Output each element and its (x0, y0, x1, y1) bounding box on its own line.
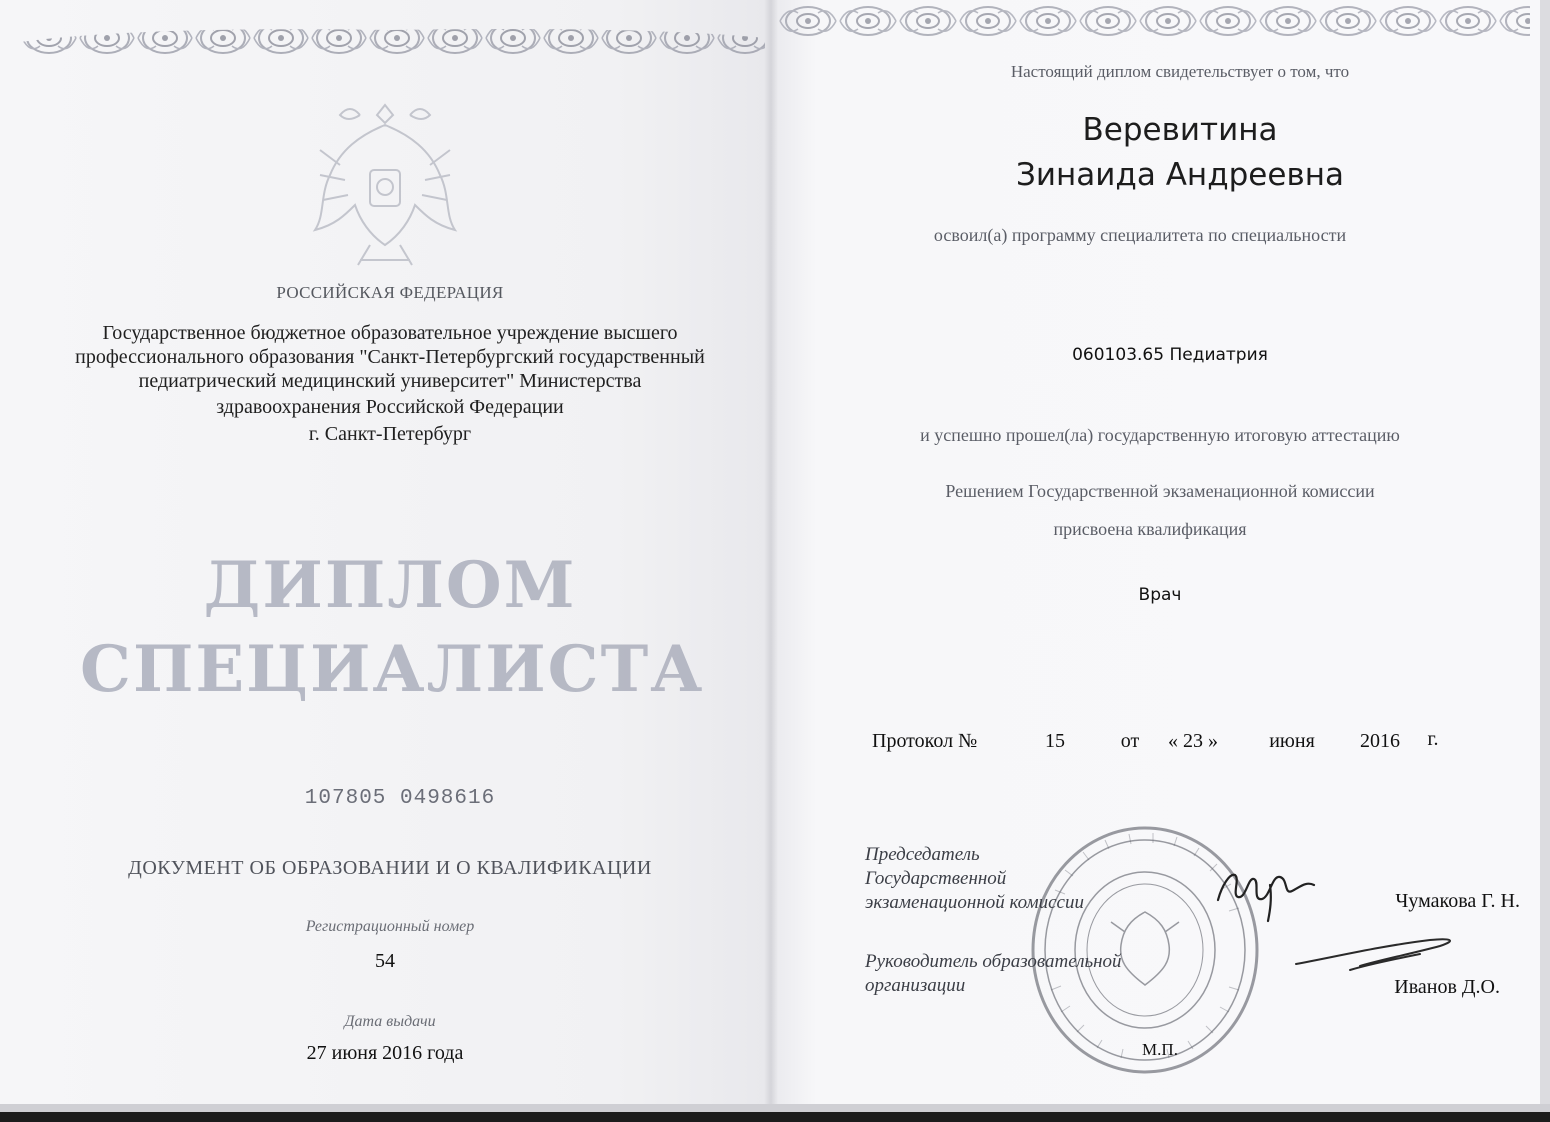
qualification: Врач (1138, 585, 1182, 605)
protocol-label: Протокол № (872, 730, 978, 752)
protocol-number: 15 (1045, 730, 1065, 752)
diploma-subtitle: СПЕЦИАЛИСТА (80, 632, 705, 707)
scan-edge-bottom (0, 1112, 1550, 1122)
registration-label: Регистрационный номер (305, 918, 475, 935)
head-signature-icon (1290, 930, 1460, 975)
scan-edge-right (1540, 0, 1550, 1122)
commission-text: Решением Государственной экзаменационной комиссии (945, 481, 1375, 501)
head-label-line-2: организации (865, 975, 966, 996)
program-text: освоил(а) программу специалитета по специальности (933, 225, 1347, 245)
book-spine (764, 0, 778, 1122)
ornament-border-right (778, 0, 1530, 42)
document-caption: ДОКУМЕНТ ОБ ОБРАЗОВАНИИ И О КВАЛИФИКАЦИИ (128, 857, 652, 879)
chair-label-line-3: экзаменационной комиссии (865, 892, 1084, 913)
protocol-month: июня (1269, 730, 1315, 752)
scan-edge-bottom-light (0, 1104, 1550, 1112)
stamp-label: М.П. (1142, 1040, 1178, 1059)
ornament-border-left (20, 8, 765, 68)
protocol-from: от (1120, 730, 1140, 752)
institution-line-5: г. Санкт-Петербург (308, 423, 472, 445)
assigned-text: присвоена квалификация (1053, 519, 1247, 539)
registration-number: 54 (375, 950, 395, 972)
serial-number: 107805 0498616 (304, 787, 496, 810)
diploma-title: ДИПЛОМ (203, 548, 577, 623)
issue-date: 27 июня 2016 года (306, 1042, 464, 1064)
head-label-line-1: Руководитель образовательной (865, 951, 1122, 972)
protocol-year-suffix: г. (1427, 728, 1439, 750)
country-label: РОССИЙСКАЯ ФЕДЕРАЦИЯ (276, 283, 504, 302)
graduate-given-names: Зинаида Андреевна (1016, 157, 1344, 193)
specialty: 060103.65 Педиатрия (1072, 345, 1268, 365)
graduate-surname: Веревитина (1082, 112, 1278, 148)
coat-of-arms-icon (300, 95, 470, 275)
head-name: Иванов Д.О. (1394, 976, 1500, 998)
chair-label-line-2: Государственной (865, 868, 1007, 889)
protocol-day: « 23 » (1168, 730, 1218, 752)
chair-signature-icon (1210, 855, 1320, 925)
attestation-text: и успешно прошел(ла) государственную итоговую аттестацию (920, 425, 1400, 445)
chair-name: Чумакова Г. Н. (1395, 890, 1520, 912)
chair-label-line-1: Председатель (865, 844, 980, 865)
institution-line-4: здравоохранения Российской Федерации (216, 396, 564, 418)
diploma-intro: Настоящий диплом свидетельствует о том, что (1010, 62, 1350, 81)
institution-line-3: педиатрический медицинский университет" Министерства (138, 370, 642, 392)
institution-line-2: профессионального образования "Санкт-Петербургский государственный (75, 346, 705, 368)
issue-date-label: Дата выдачи (344, 1013, 436, 1030)
protocol-year: 2016 (1360, 730, 1400, 752)
institution-line-1: Государственное бюджетное образовательное учреждение высшего (102, 322, 678, 344)
